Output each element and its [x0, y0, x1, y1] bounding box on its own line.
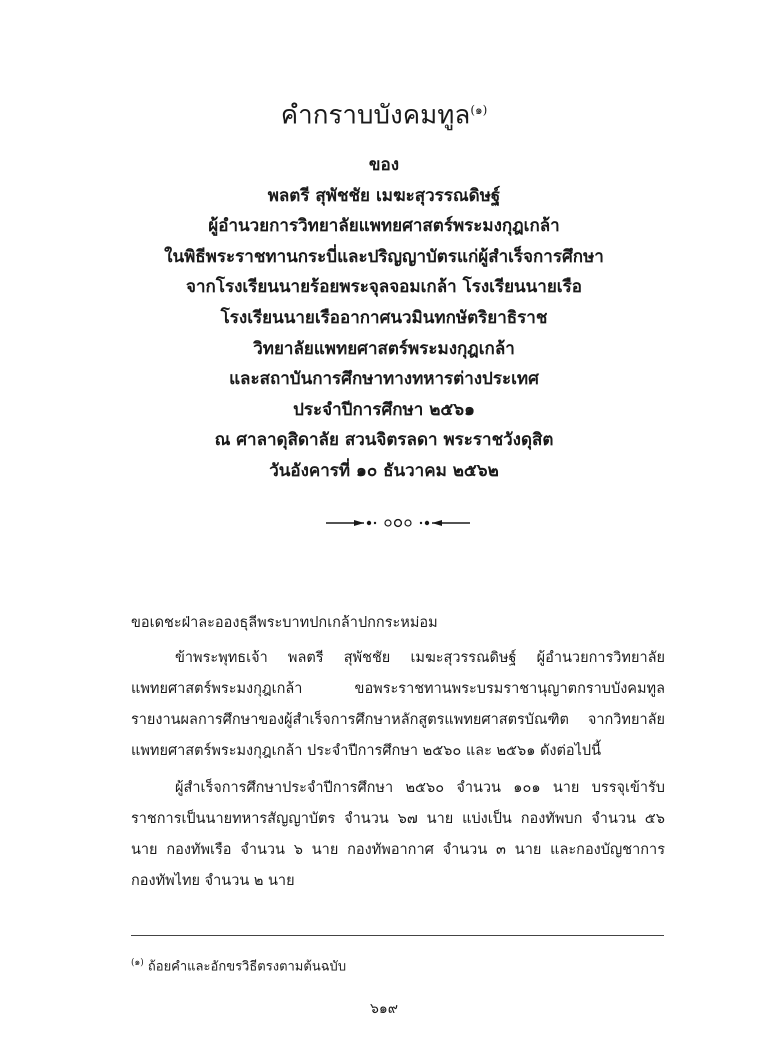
page-number: ๖๑๙ [369, 1001, 399, 1017]
header-line: โรงเรียนนายเรืออากาศนวมินทกษัตริยาธิราช [220, 307, 548, 328]
salutation: ขอเดชะฝ่าละอองธุลีพระบาทปกเกล้าปกกระหม่อม [131, 615, 438, 631]
page-title-text: คำกราบบังคมทูล [280, 100, 471, 131]
header-line: พลตรี สุพัชชัย เมฆะสุวรรณดิษฐ์ [267, 185, 501, 206]
header-line: ของ [368, 155, 400, 175]
header-line: ณ ศาลาดุสิดาลัย สวนจิตรลดา พระราชวังดุสิต [214, 430, 554, 451]
ornament-divider-icon [324, 516, 472, 530]
footnote [131, 955, 346, 976]
title-block [0, 92, 768, 134]
header-line: วิทยาลัยแพทยศาสตร์พระมงกุฎเกล้า [253, 338, 515, 359]
footnote-text: ถ้อยคำและอักขรวิธีตรงตามต้นฉบับ [147, 959, 347, 975]
header-lines [0, 150, 768, 487]
header-line: และสถาบันการศึกษาทางทหารต่างประเทศ [229, 369, 539, 390]
title-footnote-marker: (๑) [470, 103, 488, 117]
header-line: จากโรงเรียนนายร้อยพระจุลจอมเกล้า โรงเรียนนายเรือ [186, 277, 582, 298]
paragraph: ผู้สำเร็จการศึกษาประจำปีการศึกษา ๒๕๖๐ จำนวน ๑๐๑ นาย บรรจุเข้ารับราชการเป็นนายทหารสัญญาบัตร จำนวน ๖๗ นาย แบ่งเป็น กองทัพบก จำนวน ๕๖ นาย กองทัพเรือ จำนวน ๖ นาย กองทัพอากาศ จำนวน ๓ นาย และกองบัญชาการกองทัพไทย จำนวน ๒ นาย [131, 780, 665, 889]
header-line: ในพิธีพระราชทานกระบี่และปริญญาบัตรแก่ผู้สำเร็จการศึกษา [164, 246, 604, 267]
page-title [0, 92, 768, 134]
header-line: วันอังคารที่ ๑๐ ธันวาคม ๒๕๖๒ [269, 460, 499, 481]
header-line: ผู้อำนวยการวิทยาลัยแพทยศาสตร์พระมงกุฎเกล้า [208, 216, 560, 237]
header-line: ประจำปีการศึกษา ๒๕๖๑ [293, 399, 475, 420]
footnote-divider [131, 935, 664, 936]
footnote-marker: (๑) [131, 958, 144, 968]
paragraph: ข้าพระพุทธเจ้า พลตรี สุพัชชัย เมฆะสุวรรณดิษฐ์ ผู้อำนวยการวิทยาลัยแพทยศาสตร์พระมงกุฎเกล้า ขอพระราชทานพระบรมราชานุญาตกราบบังคมทูลรายงานผลการศึกษาของผู้สำเร็จการศึกษาหลักสูตรแพทยศาสตรบัณฑิต จากวิทยาลัยแพทยศาสตร์พระมงกุฎเกล้า ประจำปีการศึกษา ๒๕๖๐ และ ๒๕๖๑ ดังต่อไปนี้ [131, 650, 665, 759]
body-text [131, 608, 665, 903]
